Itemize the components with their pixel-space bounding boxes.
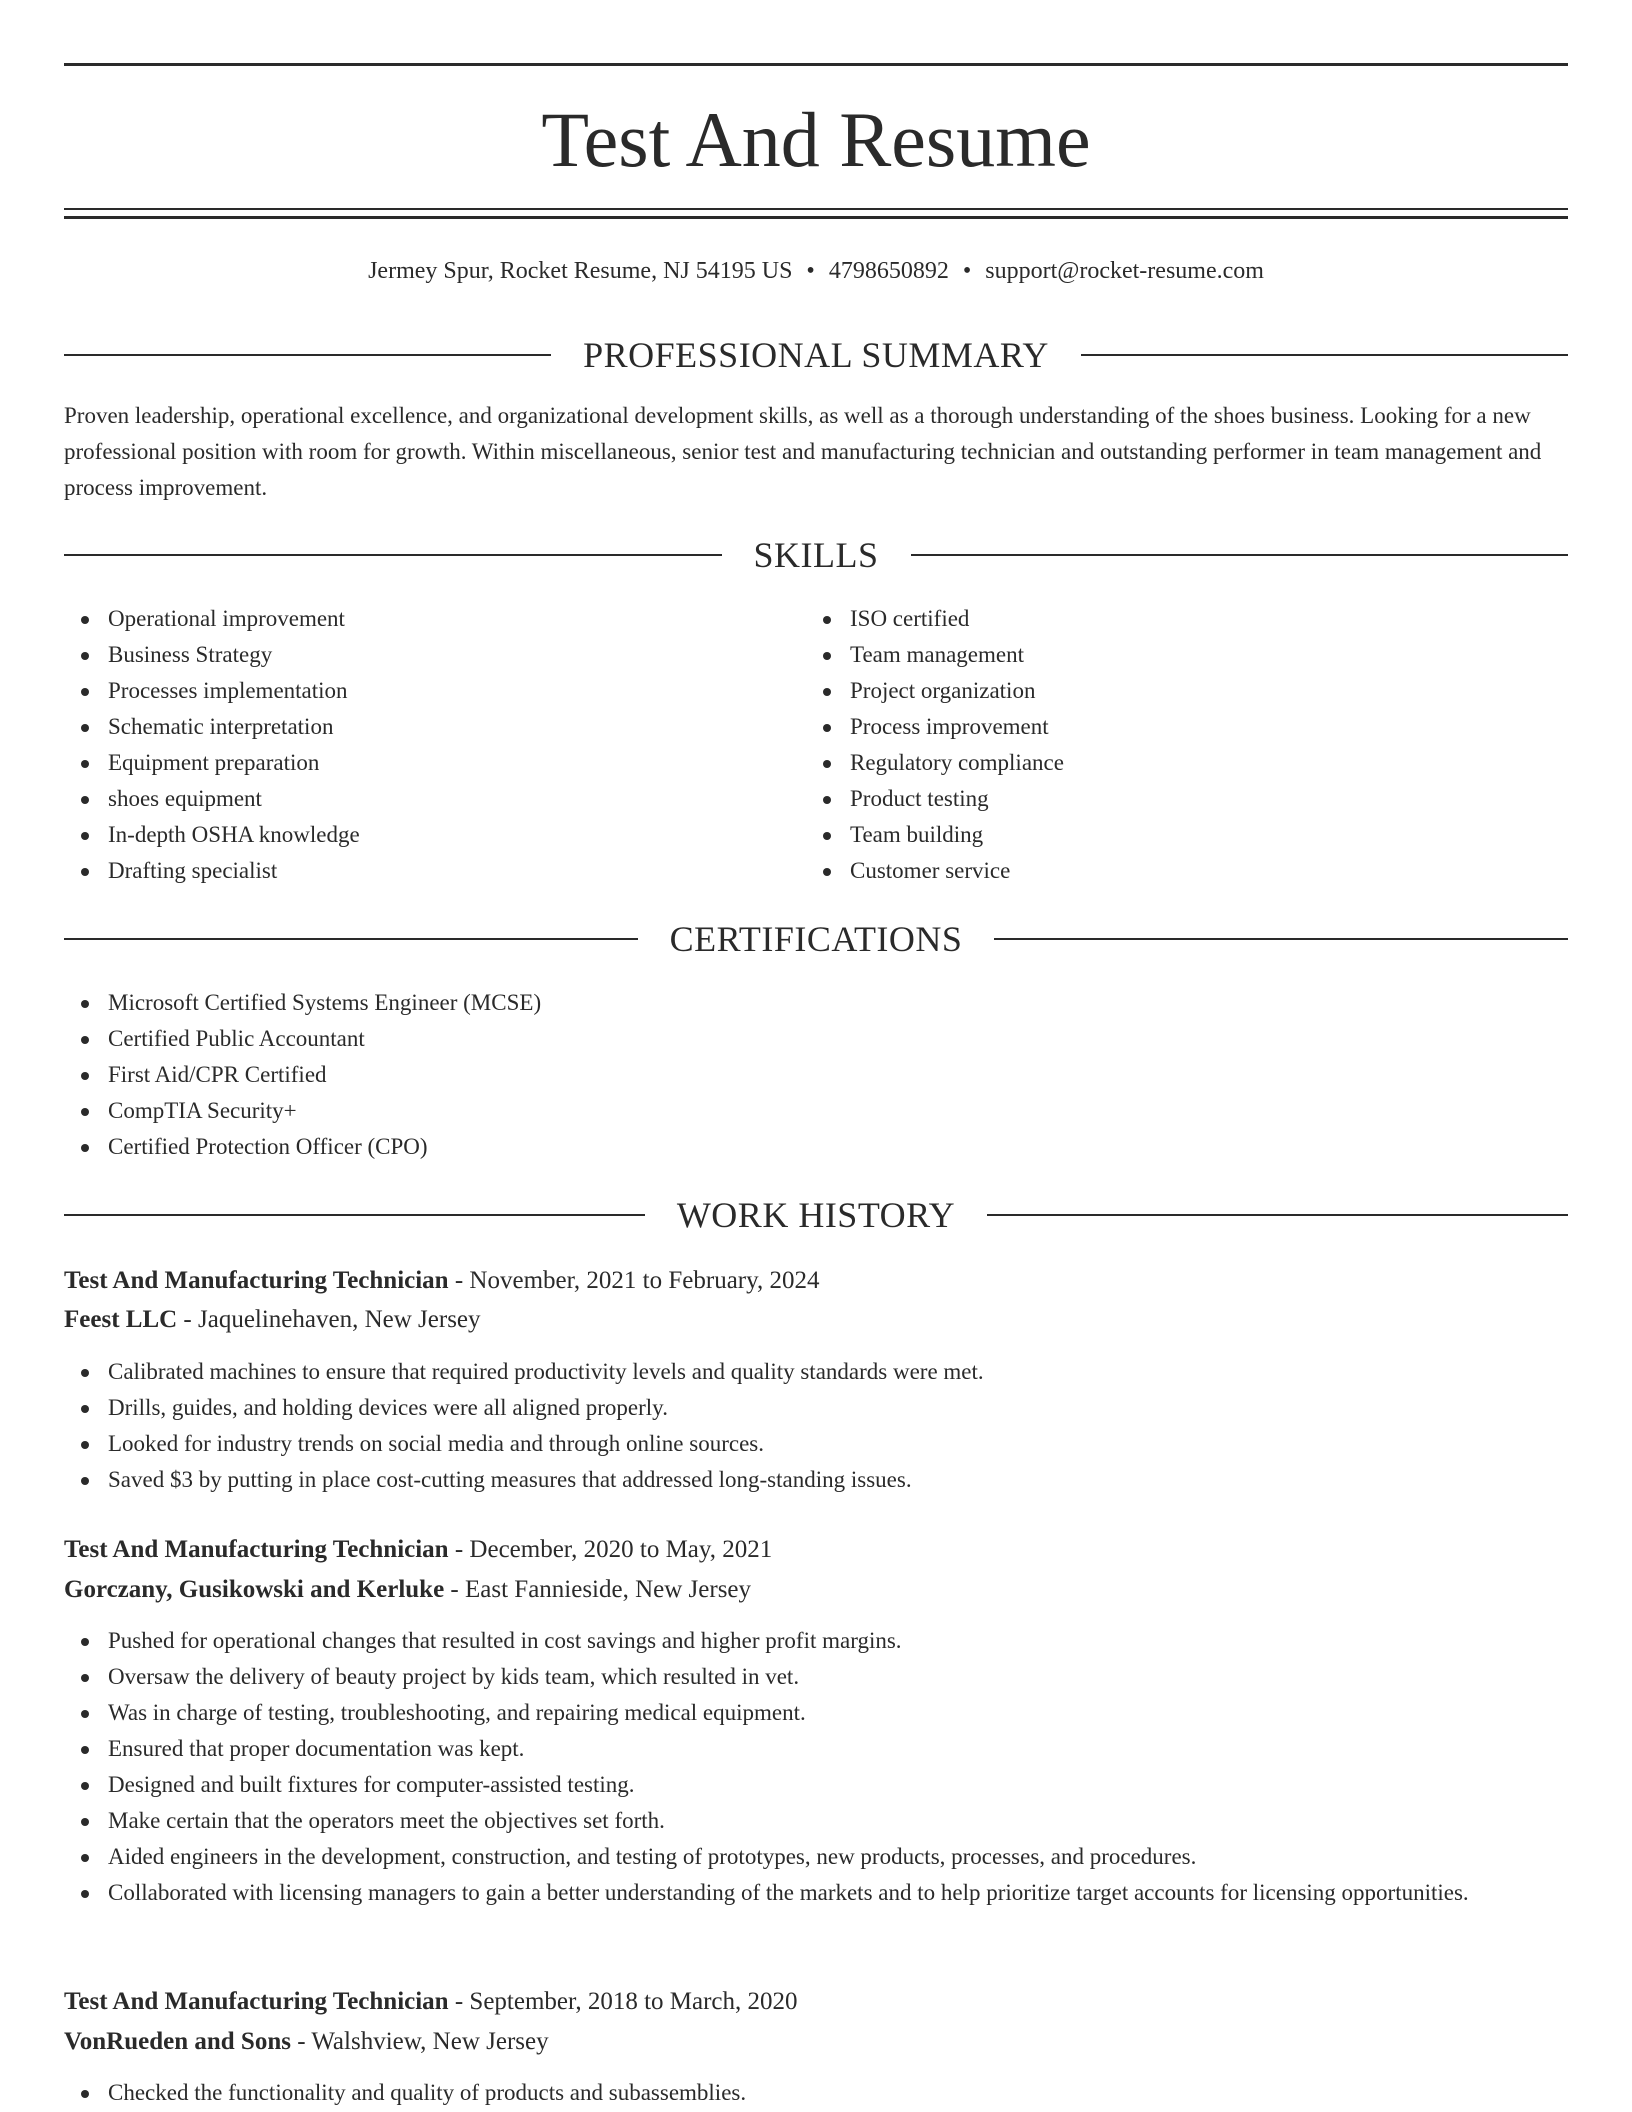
- skill-item: [64, 637, 804, 673]
- job-bullet-text: Checked the functionality and quality of products and subassemblies.: [108, 2080, 747, 2105]
- bullet-dot: [81, 1000, 89, 1008]
- section-rule: [64, 354, 551, 356]
- job-bullet: [64, 1354, 1568, 1390]
- skill-label: Schematic interpretation: [108, 714, 334, 739]
- section-rule: [64, 1214, 645, 1216]
- section-rule: [64, 554, 722, 556]
- resume-name: Test And Resume: [541, 96, 1091, 183]
- certification-label: Certified Public Accountant: [108, 1026, 365, 1051]
- skill-item: [64, 709, 804, 745]
- job-bullet-text: Collaborated with licensing managers to gain a better understanding of the markets and to help prioritize target accounts for licensing opportunities.: [108, 1880, 1469, 1905]
- certification-label: CompTIA Security+: [108, 1098, 297, 1123]
- job-company-line: [64, 1301, 1568, 1339]
- skill-item: [64, 673, 804, 709]
- job-bullet: [64, 2075, 1568, 2111]
- bullet-dot: [823, 652, 831, 660]
- bullet-dot: [81, 760, 89, 768]
- section-heading-skills: [64, 533, 1568, 577]
- bullet-dot: [823, 724, 831, 732]
- job-title: Test And Manufacturing Technician: [64, 1267, 449, 1294]
- job-bullet: [64, 1875, 1524, 1911]
- top-rule: [64, 63, 1568, 66]
- bullet-dot: [81, 1854, 89, 1862]
- job-location: - Jaquelinehaven, New Jersey: [177, 1306, 481, 1333]
- skill-label: Product testing: [850, 786, 989, 811]
- job-bullet: [64, 1767, 1524, 1803]
- job-title-line: [64, 1262, 1568, 1300]
- certification-item: [64, 985, 1568, 1021]
- bullet-dot: [823, 760, 831, 768]
- bullet-dot: [81, 1144, 89, 1152]
- bullet-dot: [81, 1108, 89, 1116]
- contact-line: [64, 254, 1568, 288]
- skill-item: [806, 601, 1546, 637]
- skill-label: Drafting specialist: [108, 858, 278, 883]
- section-rule: [911, 554, 1569, 556]
- section-title: WORK HISTORY: [676, 1195, 956, 1235]
- job-bullet-text: Oversaw the delivery of beauty project by kids team, which resulted in vet.: [108, 1664, 800, 1689]
- bullet-dot: [81, 1036, 89, 1044]
- section-rule: [994, 938, 1568, 940]
- skill-label: Operational improvement: [108, 606, 345, 631]
- job-bullet-text: Saved $3 by putting in place cost-cutting measures that addressed long-standing issues.: [108, 1467, 912, 1492]
- skill-label: Equipment preparation: [108, 750, 320, 775]
- skill-label: Customer service: [850, 858, 1011, 883]
- job-dates: - December, 2020 to May, 2021: [448, 1536, 773, 1563]
- job-bullet-text: Pushed for operational changes that resulted in cost savings and higher profit margins.: [108, 1628, 902, 1653]
- job-company-line: [64, 2023, 1568, 2061]
- contact-address: Jermey Spur, Rocket Resume, NJ 54195 US: [368, 258, 793, 284]
- skill-item: [64, 601, 804, 637]
- job-dates: - September, 2018 to March, 2020: [448, 1988, 798, 2015]
- job-bullet: [64, 1731, 1524, 1767]
- contact-separator: •: [806, 258, 815, 284]
- bullet-dot: [823, 796, 831, 804]
- skill-label: ISO certified: [850, 606, 970, 631]
- certification-label: Microsoft Certified Systems Engineer (MCSE): [108, 990, 542, 1015]
- skill-item: [806, 709, 1546, 745]
- skill-item: [64, 781, 804, 817]
- skill-label: Processes implementation: [108, 678, 348, 703]
- job-company: Feest LLC: [64, 1306, 178, 1333]
- section-rule: [987, 1214, 1568, 1216]
- skill-label: Regulatory compliance: [850, 750, 1064, 775]
- bullet-dot: [81, 616, 89, 624]
- bullet-dot: [81, 1890, 89, 1898]
- bullet-dot: [81, 1441, 89, 1449]
- job-bullet-text: Make certain that the operators meet the objectives set forth.: [108, 1808, 665, 1833]
- job-bullet: [64, 1803, 1524, 1839]
- bullet-dot: [81, 652, 89, 660]
- section-title: PROFESSIONAL SUMMARY: [583, 335, 1049, 375]
- bullet-dot: [81, 1072, 89, 1080]
- skills-list-right: [806, 601, 1546, 889]
- bullet-dot: [81, 1782, 89, 1790]
- bullet-dot: [81, 1710, 89, 1718]
- section-rule: [64, 938, 638, 940]
- bullet-dot: [81, 1405, 89, 1413]
- bullet-dot: [823, 616, 831, 624]
- skill-label: Team building: [850, 822, 984, 847]
- skills-list-left: [64, 601, 804, 889]
- section-title: CERTIFICATIONS: [669, 919, 963, 959]
- job-bullet: [64, 1623, 1524, 1659]
- certification-label: Certified Protection Officer (CPO): [108, 1134, 428, 1159]
- bullet-dot: [81, 796, 89, 804]
- job-bullet-text: Designed and built fixtures for computer-assisted testing.: [108, 1772, 635, 1797]
- skill-item: [806, 637, 1546, 673]
- section-title: SKILLS: [753, 535, 879, 575]
- skill-item: [64, 817, 804, 853]
- section-heading-certifications: [64, 917, 1568, 961]
- section-heading-work-history: [64, 1193, 1568, 1237]
- job-bullet: [64, 1839, 1524, 1875]
- skill-item: [806, 817, 1546, 853]
- bullet-dot: [823, 688, 831, 696]
- bullet-dot: [81, 868, 89, 876]
- job-bullet-text: Drills, guides, and holding devices were all aligned properly.: [108, 1395, 668, 1420]
- job-bullet-text: Calibrated machines to ensure that required productivity levels and quality standards were met.: [108, 1359, 984, 1384]
- job-bullet-text: Was in charge of testing, troubleshooting, and repairing medical equipment.: [108, 1700, 806, 1725]
- job-title-line: [64, 1983, 1568, 2021]
- job-title-line: [64, 1531, 1568, 1569]
- job-company-line: [64, 1571, 1568, 1609]
- job-bullets: [64, 1354, 1568, 1498]
- header-rule-upper: [64, 208, 1568, 210]
- certification-item: [64, 1129, 1568, 1165]
- bullet-dot: [81, 1369, 89, 1377]
- contact-email: support@rocket-resume.com: [985, 258, 1264, 284]
- bullet-dot: [81, 1674, 89, 1682]
- bullet-dot: [81, 2090, 89, 2098]
- skill-label: In-depth OSHA knowledge: [108, 822, 360, 847]
- bullet-dot: [81, 724, 89, 732]
- job-bullet: [64, 1426, 1568, 1462]
- certification-item: [64, 1093, 1568, 1129]
- certifications-list: [64, 985, 1568, 1165]
- skill-item: [64, 853, 804, 889]
- job-bullets: [64, 1623, 1524, 1911]
- skill-item: [64, 745, 804, 781]
- job-company: VonRueden and Sons: [64, 2028, 291, 2055]
- skill-label: shoes equipment: [108, 786, 262, 811]
- contact-separator: •: [962, 258, 972, 284]
- job-bullet: [64, 1390, 1568, 1426]
- skill-label: Process improvement: [850, 714, 1049, 739]
- skill-item: [806, 781, 1546, 817]
- skill-item: [806, 673, 1546, 709]
- section-rule: [1081, 354, 1568, 356]
- bullet-dot: [823, 832, 831, 840]
- job-company: Gorczany, Gusikowski and Kerluke: [64, 1576, 445, 1603]
- skill-label: Business Strategy: [108, 642, 273, 667]
- bullet-dot: [81, 1638, 89, 1646]
- bullet-dot: [823, 868, 831, 876]
- certification-label: First Aid/CPR Certified: [108, 1062, 327, 1087]
- skill-item: [806, 853, 1546, 889]
- certification-item: [64, 1021, 1568, 1057]
- bullet-dot: [81, 1746, 89, 1754]
- job-location: - East Fannieside, New Jersey: [444, 1576, 752, 1603]
- job-bullet: [64, 1659, 1524, 1695]
- job-bullet-text: Aided engineers in the development, construction, and testing of prototypes, new products, processes, and procedures.: [108, 1844, 1197, 1869]
- job-title: Test And Manufacturing Technician: [64, 1988, 449, 2015]
- skill-label: Project organization: [850, 678, 1036, 703]
- bullet-dot: [81, 832, 89, 840]
- job-bullets: [64, 2075, 1568, 2111]
- job-title: Test And Manufacturing Technician: [64, 1536, 449, 1563]
- job-location: - Walshview, New Jersey: [290, 2028, 549, 2055]
- header-rule-lower: [64, 216, 1568, 219]
- bullet-dot: [81, 1818, 89, 1826]
- bullet-dot: [81, 1477, 89, 1485]
- job-bullet: [64, 1462, 1568, 1498]
- bullet-dot: [81, 688, 89, 696]
- job-dates: - November, 2021 to February, 2024: [448, 1267, 820, 1294]
- job-bullet: [64, 1695, 1524, 1731]
- job-bullet-text: Looked for industry trends on social media and through online sources.: [108, 1431, 764, 1456]
- contact-phone: 4798650892: [828, 258, 949, 284]
- summary-text: Proven leadership, operational excellence, and organizational development skills, as well as a thorough understanding of the shoes business. Looking for a new professional position with room for growth. Within miscellaneous, senior test and manufacturing technician and outstanding performer in team management and process improvement.: [64, 403, 1542, 500]
- job-bullet-text: Ensured that proper documentation was kept.: [108, 1736, 525, 1761]
- certification-item: [64, 1057, 1568, 1093]
- skill-label: Team management: [850, 642, 1025, 667]
- skill-item: [806, 745, 1546, 781]
- section-heading-summary: [64, 333, 1568, 377]
